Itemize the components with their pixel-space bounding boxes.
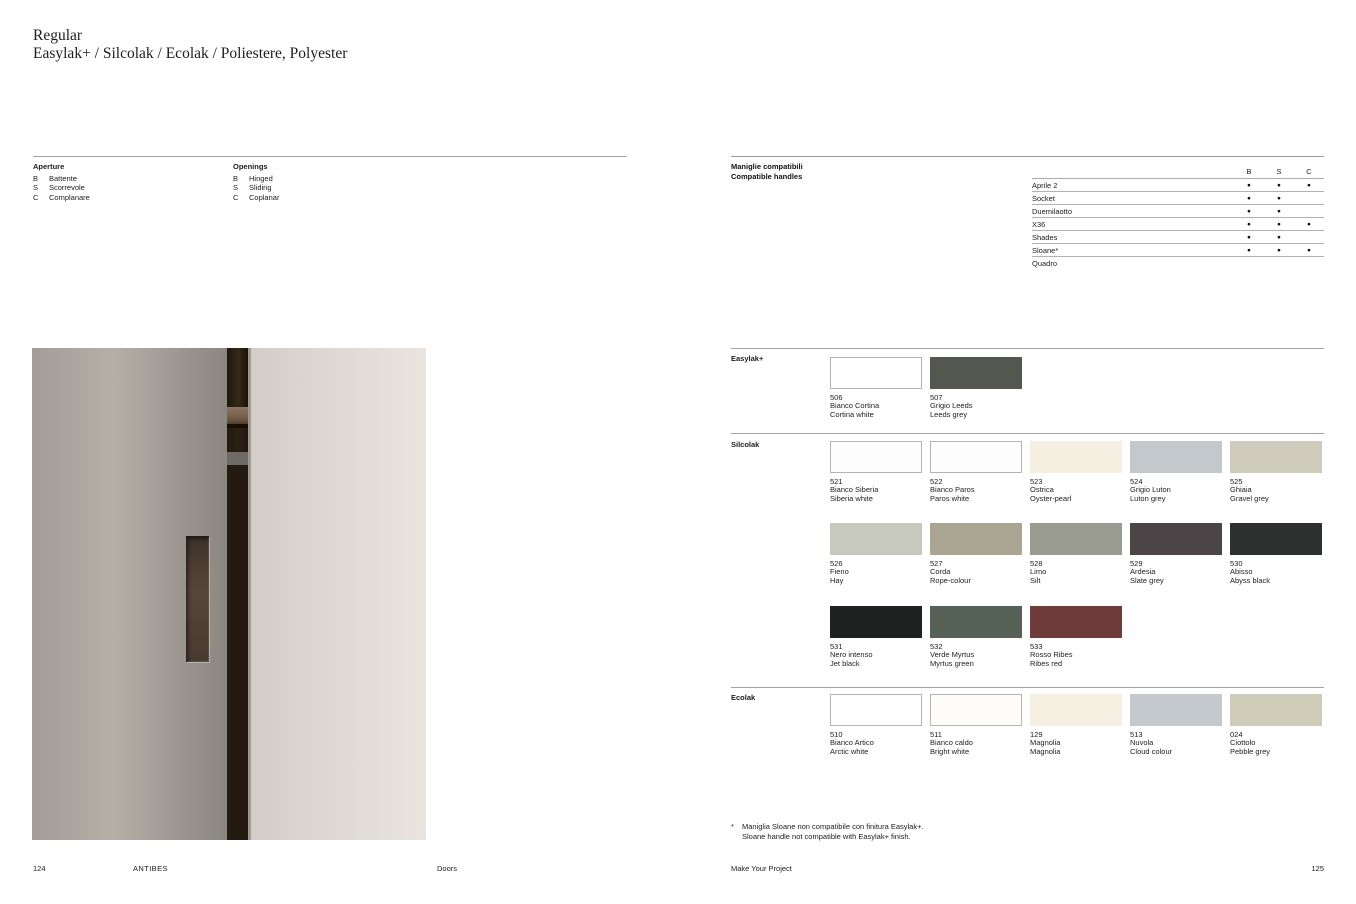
right-page-number: 125 [1311, 864, 1324, 873]
compatibility-dot: ● [1277, 194, 1281, 202]
finish-swatch-cell [1230, 694, 1322, 756]
finish-swatch [830, 441, 922, 473]
finish-swatch [930, 441, 1022, 473]
title-line-collection: Regular [33, 27, 83, 44]
finish-swatch [1230, 694, 1322, 726]
swatch-row [830, 694, 1324, 756]
finish-swatch [930, 694, 1022, 726]
finish-code: 510 [830, 730, 843, 739]
finish-swatch [1030, 523, 1122, 555]
finish-name-en: Cloud colour [1130, 746, 1173, 756]
compatibility-dot: ● [1247, 220, 1251, 228]
finish-name-en: Oyster-pearl [1030, 493, 1072, 503]
compatibility-dot: ● [1277, 246, 1281, 254]
handle-name: Shades [1032, 232, 1058, 242]
finish-code: 526 [830, 559, 843, 569]
finish-name-it: Bianco Siberia [830, 485, 879, 494]
handles-table [1032, 157, 1324, 270]
legend-title: Openings [233, 162, 268, 171]
finish-swatch-cell [1130, 523, 1222, 585]
finish-code: 531 [830, 641, 843, 651]
finish-name-en: Luton grey [1130, 493, 1166, 503]
door-left-panel [32, 348, 227, 840]
handles-table-header [1032, 157, 1324, 179]
compatibility-dot: ● [1307, 220, 1311, 228]
handles-column-letter: S [1276, 167, 1282, 176]
finish-name-en: Pebble grey [1230, 746, 1271, 756]
finish-name-it: Ghiaia [1230, 485, 1252, 494]
swatch-row [830, 441, 1324, 503]
finish-swatch [1030, 694, 1122, 726]
finish-name-it: Rosso Ribes [1030, 649, 1073, 659]
compatibility-dot: ● [1277, 220, 1281, 228]
finish-swatch-cell [1230, 523, 1322, 585]
finish-section-silcolak [731, 433, 1324, 668]
finish-name-it: Nero intenso [830, 649, 873, 659]
finish-name-it: Nuvola [1130, 738, 1154, 747]
handles-heading [731, 162, 803, 181]
handle-name: Sloane* [1032, 245, 1059, 255]
handles-heading-en: Compatible handles [731, 171, 803, 181]
footer-project-label: Make Your Project [731, 864, 792, 873]
finish-name-it: Corda [930, 567, 951, 577]
finish-name-en: Abyss black [1230, 576, 1271, 586]
finish-name-it: Grigio Leeds [930, 401, 973, 410]
finish-code: 530 [1230, 559, 1243, 569]
handle-row [1032, 231, 1324, 244]
legend-item-key: C [33, 192, 39, 202]
handle-name: Quadro [1032, 259, 1058, 268]
handles-column-letter: C [1306, 167, 1312, 176]
finish-swatch [830, 606, 922, 638]
finish-swatch [1130, 441, 1222, 473]
finish-swatch-cell [830, 441, 922, 503]
compatibility-dot: ● [1307, 181, 1311, 189]
finish-name-en: Paros white [930, 493, 970, 503]
finish-name-en: Arctic white [830, 746, 869, 756]
finish-name-it: Magnolia [1030, 738, 1061, 747]
finish-name-en: Rope-colour [930, 576, 971, 586]
door-handle-recess-left [186, 536, 209, 662]
finish-swatch [830, 357, 922, 389]
finish-code: 511 [930, 730, 942, 739]
finish-name-en: Slate grey [1130, 576, 1164, 586]
finish-swatch-cell [1230, 441, 1322, 503]
finish-name-it: Grigio Luton [1130, 485, 1171, 494]
footnote-line-it: Maniglia Sloane non compatibile con finitura Easylak+. [742, 822, 924, 831]
finish-name-en: Bright white [930, 746, 970, 756]
finish-swatch [930, 357, 1022, 389]
legend-item-label: Scorrevole [49, 183, 85, 192]
finish-swatch-cell [930, 357, 1022, 419]
handle-row [1032, 257, 1324, 270]
finish-code: 528 [1030, 559, 1043, 569]
handle-name: X36 [1032, 219, 1046, 229]
finish-swatch-cell [1030, 441, 1122, 503]
handle-row [1032, 205, 1324, 218]
swatch-row [830, 357, 1324, 419]
finish-name-it: Ostrica [1030, 485, 1054, 494]
legend-column-openings [233, 162, 279, 202]
page-title [33, 27, 347, 62]
finish-code: 525 [1230, 477, 1243, 486]
finish-code: 524 [1130, 477, 1143, 486]
finish-swatch-cell [1030, 606, 1122, 668]
legend-title: Aperture [33, 162, 65, 171]
category-label: Doors [437, 864, 458, 873]
footnote-line-en: Sloane handle not compatible with Easylak+ finish. [742, 831, 911, 841]
finish-name-it: Ciottolo [1230, 738, 1256, 747]
legend-item-label: Complanare [49, 192, 90, 202]
handles-heading-it: Maniglie compatibili [731, 162, 803, 171]
finish-swatch [1030, 441, 1122, 473]
finish-name-en: Magnolia [1030, 746, 1061, 756]
finish-swatch-cell [1030, 694, 1122, 756]
legend-item-key: B [233, 173, 239, 183]
door-right-panel [251, 348, 426, 840]
finish-swatch-cell [930, 441, 1022, 503]
finish-name-en: Ribes red [1030, 658, 1063, 668]
legend-item-label: Battente [49, 173, 77, 183]
legend-item [233, 193, 279, 203]
finish-section-label: Easylak+ [731, 354, 764, 363]
finish-swatch [1130, 523, 1222, 555]
finish-name-it: Abisso [1230, 567, 1253, 577]
handles-table-rows [1032, 179, 1324, 270]
finish-code: 506 [830, 393, 843, 402]
legend-item [33, 183, 90, 193]
finish-swatch [930, 523, 1022, 555]
finish-code: 507 [930, 393, 943, 402]
gap-wood-mid [227, 428, 248, 452]
finish-name-it: Bianco caldo [930, 738, 973, 747]
gap-wood-top [227, 348, 248, 407]
legend-item-label: Coplanar [249, 192, 280, 202]
finish-name-en: Siberia white [830, 493, 873, 503]
finish-name-en: Gravel grey [1230, 493, 1269, 503]
finish-swatch-cell [930, 523, 1022, 585]
compatibility-dot: ● [1247, 246, 1251, 254]
legend-item-label: Hinged [249, 173, 273, 183]
door-photo [32, 348, 426, 840]
legend-item-label: Sliding [249, 183, 272, 192]
finish-name-it: Bianco Paros [930, 485, 975, 494]
compatibility-dot: ● [1277, 181, 1281, 189]
compatible-handles-section [731, 156, 1324, 268]
finish-swatch [830, 694, 922, 726]
finish-swatch-cell [930, 606, 1022, 668]
compatibility-dot: ● [1247, 194, 1251, 202]
finish-swatch-rows [830, 357, 1324, 439]
legend-item [233, 183, 279, 193]
finish-name-en: Hay [830, 576, 844, 586]
swatch-row [830, 523, 1324, 585]
legend-item [233, 174, 279, 184]
compatibility-dot: ● [1277, 233, 1281, 241]
legend-item-key: S [33, 183, 39, 192]
handle-row [1032, 244, 1324, 257]
handles-column-letter: B [1246, 167, 1252, 176]
gap-wood-bottom [227, 465, 248, 840]
handle-name: Aprile 2 [1032, 180, 1058, 190]
handle-name: Duemilaotto [1032, 206, 1073, 216]
finish-swatch-rows [830, 441, 1324, 688]
finish-code: 129 [1030, 730, 1043, 739]
compatibility-dot: ● [1277, 207, 1281, 215]
finish-code: 527 [930, 559, 943, 569]
finish-name-en: Cortina white [830, 409, 874, 419]
finish-name-en: Silt [1030, 576, 1041, 586]
finish-code: 529 [1130, 559, 1143, 569]
footnote [731, 822, 924, 841]
title-line-finishes: Easylak+ / Silcolak / Ecolak / Poliestere, Polyester [33, 44, 348, 62]
cabinet-gap [227, 348, 251, 840]
finish-swatch-cell [830, 606, 922, 668]
handle-name: Socket [1032, 193, 1055, 203]
finish-name-it: Verde Myrtus [930, 649, 975, 659]
finish-name-it: Bianco Artico [830, 738, 874, 747]
compatibility-dot: ● [1247, 233, 1251, 241]
finish-section-label: Ecolak [731, 693, 756, 702]
gap-shelf-grey [227, 452, 248, 465]
finish-swatch [1130, 694, 1222, 726]
compatibility-dot: ● [1247, 181, 1251, 189]
finish-code: 532 [930, 641, 943, 651]
finish-swatch-cell [830, 523, 922, 585]
finish-name-it: Fieno [830, 567, 849, 577]
finish-swatch-cell [1130, 441, 1222, 503]
finish-code: 024 [1230, 730, 1243, 739]
footnote-indent [731, 832, 742, 842]
finish-code: 521 [830, 477, 843, 486]
legend-item-key: B [33, 173, 39, 183]
finish-name-it: Bianco Cortina [830, 401, 880, 410]
left-page-number: 124 [33, 864, 46, 873]
finish-swatch-cell [1130, 694, 1222, 756]
legend-item-key: S [233, 183, 239, 192]
collection-name: ANTIBES [133, 864, 168, 873]
finish-name-en: Jet black [830, 658, 860, 668]
finish-name-it: Limo [1030, 567, 1047, 577]
finish-swatch [1230, 523, 1322, 555]
finish-swatch [1030, 606, 1122, 638]
finish-code: 523 [1030, 477, 1043, 486]
footnote-marker: * [731, 822, 734, 831]
finish-code: 522 [930, 477, 943, 486]
legend-item [33, 174, 90, 184]
finish-swatch [830, 523, 922, 555]
legend-item [33, 193, 90, 203]
finish-section-label: Silcolak [731, 440, 760, 449]
finish-name-it: Ardesia [1130, 567, 1156, 577]
finish-name-en: Leeds grey [930, 409, 968, 419]
aperture-legend [33, 156, 627, 202]
compatibility-dot: ● [1307, 246, 1311, 254]
finish-section-ecolak [731, 687, 1324, 756]
finish-swatch-cell [830, 357, 922, 419]
handle-row [1032, 218, 1324, 231]
finish-name-en: Myrtus green [930, 658, 974, 668]
finish-code: 513 [1130, 730, 1143, 739]
swatch-row [830, 606, 1324, 668]
finish-swatch-cell [930, 694, 1022, 756]
finish-swatch [1230, 441, 1322, 473]
legend-column-aperture [33, 162, 90, 202]
finish-swatch-rows [830, 694, 1324, 776]
legend-item-key: C [233, 192, 239, 202]
finish-swatch [930, 606, 1022, 638]
gap-shelf-edge [227, 407, 248, 424]
handle-row [1032, 179, 1324, 192]
finish-swatch-cell [830, 694, 922, 756]
finish-swatch-cell [1030, 523, 1122, 585]
finish-code: 533 [1030, 641, 1043, 651]
handle-row [1032, 192, 1324, 205]
finish-section-easylak [731, 348, 1324, 419]
compatibility-dot: ● [1247, 207, 1251, 215]
